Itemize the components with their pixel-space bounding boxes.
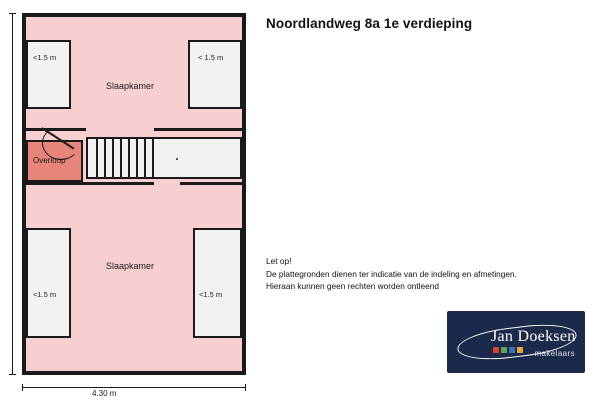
page-title: Noordlandweg 8a 1e verdieping — [266, 16, 473, 31]
dimension-label-height — [0, 162, 1, 186]
low-ceiling-zone-top-right — [188, 40, 242, 109]
disclaimer-heading: Let op! — [266, 256, 292, 266]
interior-wall-lower-right — [180, 182, 242, 185]
logo-subtitle: makelaars — [534, 349, 575, 358]
disclaimer-text — [266, 255, 517, 293]
low-ceiling-label-bottom-left: <1.5 m — [33, 290, 57, 299]
dimension-line-vertical — [12, 13, 13, 375]
interior-wall-upper-right — [154, 128, 242, 131]
company-logo — [447, 311, 585, 373]
low-ceiling-zone-bottom-left — [26, 228, 71, 338]
dimension-line-horizontal — [22, 387, 246, 388]
logo-color-squares-icon — [493, 347, 523, 353]
low-ceiling-label-top-left: <1.5 m — [33, 53, 57, 62]
hall-marker-icon — [176, 158, 178, 160]
low-ceiling-zone-top-left — [26, 40, 71, 109]
dimension-label-width: 4.30 m — [92, 389, 117, 398]
disclaimer-line-2: Hieraan kunnen geen rechten worden ontleend — [266, 281, 439, 291]
low-ceiling-zone-bottom-right — [193, 228, 242, 338]
room-label-bedroom-top: Slaapkamer — [106, 81, 155, 91]
hall-area — [154, 137, 242, 179]
staircase — [86, 137, 154, 179]
room-label-landing: Overloop — [33, 156, 66, 165]
logo-brand-name: Jan Doeksen — [491, 328, 576, 345]
interior-wall-lower-left — [26, 182, 154, 185]
low-ceiling-label-top-right: < 1.5 m — [198, 53, 224, 62]
floor-plan — [0, 0, 265, 400]
low-ceiling-label-bottom-right: <1.5 m — [199, 290, 223, 299]
disclaimer-line-1: De plattegronden dienen ter indicatie van de indeling en afmetingen. — [266, 268, 517, 279]
room-label-bedroom-bottom: Slaapkamer — [106, 261, 155, 271]
